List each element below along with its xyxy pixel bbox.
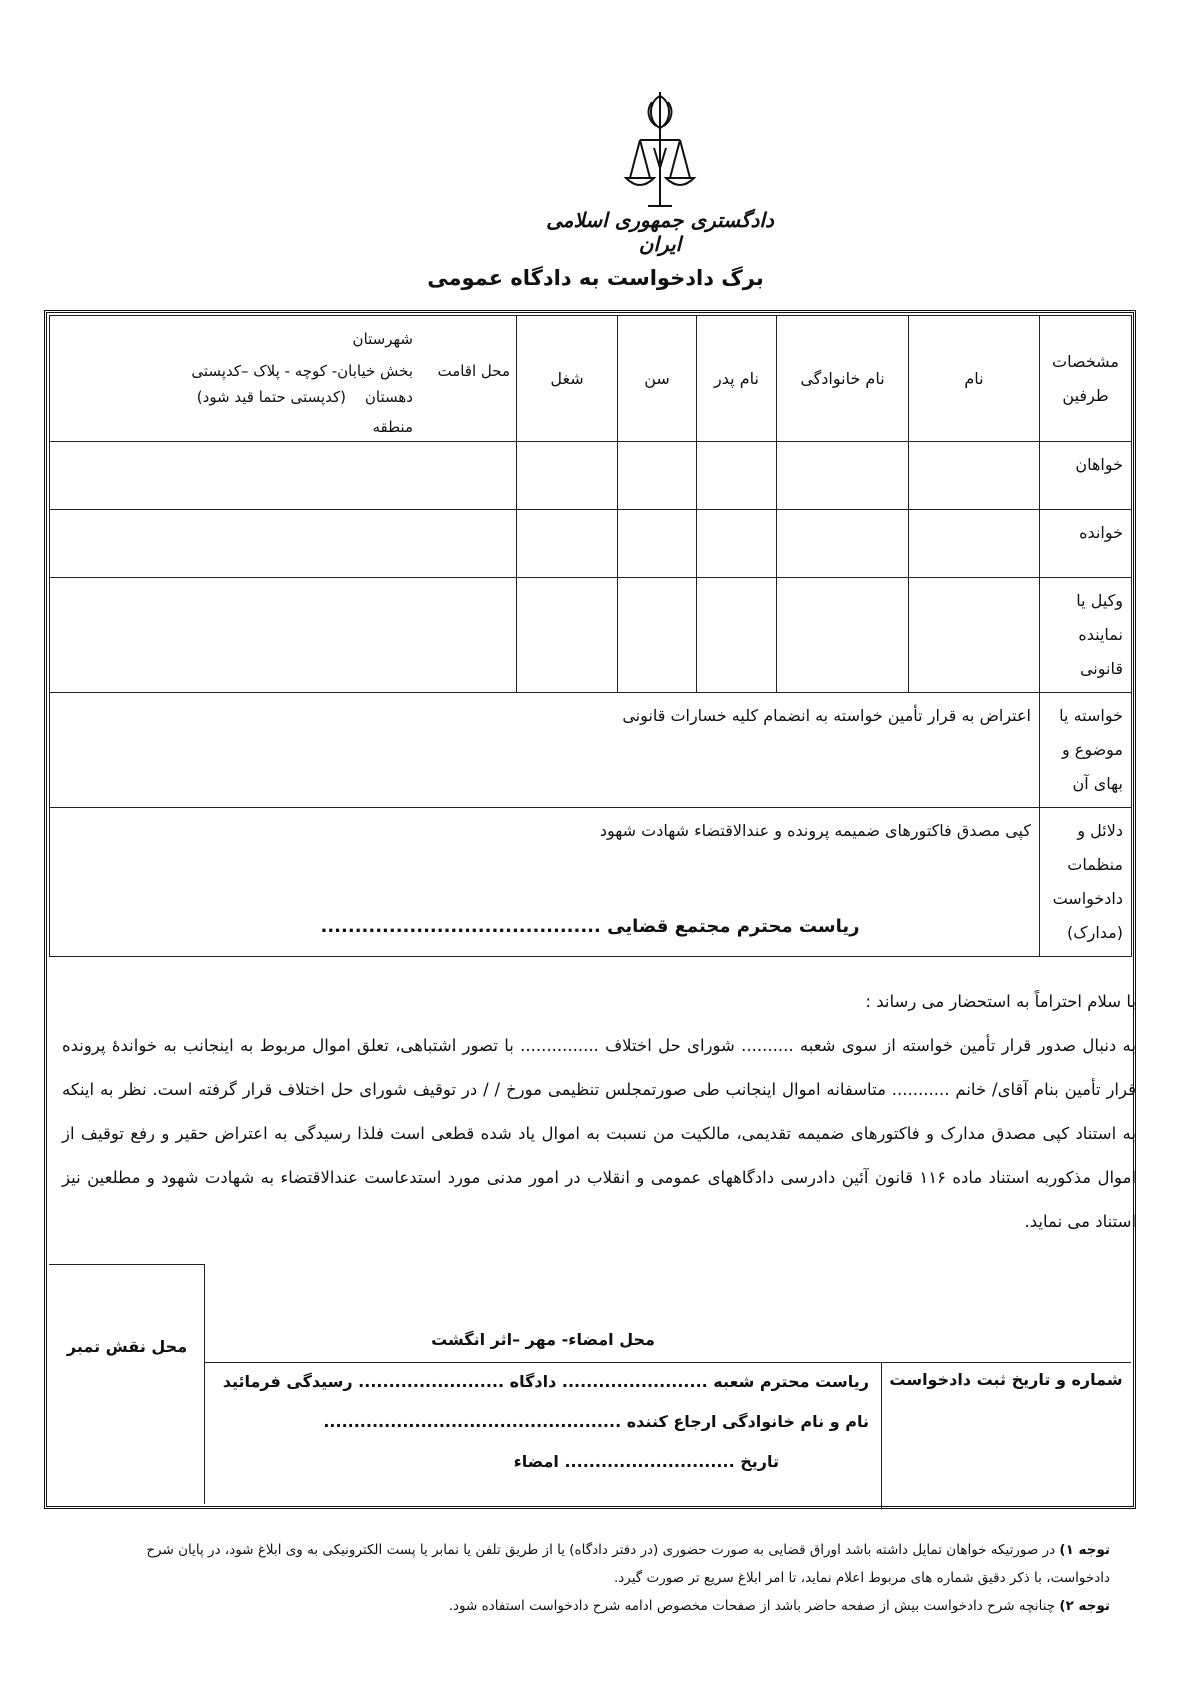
claim-value[interactable]: اعتراض به قرار تأمین خواسته به انضمام کلیه خسارات قانونی (50, 693, 1040, 808)
address-line-label: بخش خیابان- کوچه - پلاک –کدپستی (191, 362, 413, 380)
page-title: برگ دادخواست به دادگاه عمومی (427, 266, 764, 290)
residence-label: محل اقامت (437, 362, 510, 380)
stamp-box (49, 1264, 205, 1504)
claim-label: خواسته یا موضوع و بهای آن (1040, 693, 1132, 808)
defendant-father-cell[interactable] (697, 510, 777, 578)
referral-line-referrer: نام و نام خانوادگی ارجاع کننده ................................................. (323, 1412, 869, 1431)
address-village-label: دهستان (364, 388, 413, 406)
attorney-family-cell[interactable] (777, 578, 909, 693)
father-header: نام پدر (697, 316, 777, 442)
letter-body[interactable] (62, 980, 1136, 1244)
notes (80, 1536, 1110, 1620)
attorney-address-cell[interactable] (50, 578, 517, 693)
attorney-job-cell[interactable] (517, 578, 618, 693)
referral-block[interactable] (205, 1362, 869, 1482)
defendant-label: خوانده (1040, 510, 1132, 578)
logo-text: دادگستری جمهوری اسلامی ایران (546, 208, 774, 256)
body-paragraph: به دنبال صدور قرار تأمین خواسته از سوی شعبه .......... شورای حل اختلاف ............... با تصور اشتباهی، تعلق اموال مربوط به اینجانب به خواندهٔ پرونده قرار تأمین بنام آقای/ خانم ........... متاسفانه اموال اینجانب طی صورتمجلس تنظیمی مورخ / / در توقیف شورای حل اختلاف قرار گرفته است. نظر به اینکه به استناد کپی مصدق مدارک و فاکتورهای ضمیمه تقدیمی، مالکیت من نسبت به اموال یاد شده قطعی است فلذا رسیدگی به اعتراض حقیر و رفع توقیف از اموال مذکوربه استناد ماده ۱۱۶ قانون آئین دادرسی دادگاههای عمومی و انقلاب در امور مدنی مورد استدعاست عندالاقتضاء به شهادت شهود و مطلعین نیز استناد می نماید. (62, 1036, 1136, 1231)
judiciary-emblem-icon (610, 88, 710, 228)
defendant-age-cell[interactable] (618, 510, 697, 578)
note-2 (80, 1592, 1110, 1620)
job-header: شغل (517, 316, 618, 442)
parties-header: مشخصات طرفین (1040, 316, 1132, 442)
attorney-label: وکیل یا نماینده قانونی (1040, 578, 1132, 693)
note-2-label: توجه ۲) (1059, 1598, 1110, 1614)
address-header (50, 316, 517, 442)
referral-line-branch: ریاست محترم شعبه ........................ دادگاه ........................ رسیدگی فرمائید (222, 1372, 869, 1391)
plaintiff-name-cell[interactable] (909, 442, 1040, 510)
plaintiff-job-cell[interactable] (517, 442, 618, 510)
referral-line-date: تاریخ ............................ امضاء (513, 1452, 779, 1471)
defendant-family-cell[interactable] (777, 510, 909, 578)
stamp-label: محل نقش تمبر (66, 1337, 188, 1356)
note-1-text: در صورتیکه خواهان تمایل داشته باشد اوراق قضایی به صورت حضوری (در دفتر دادگاه) یا از طریق تلفن یا نمابر یا پست الکترونیکی به وی ابلاغ شود، در پایان شرح دادخواست، با ذکر دقیق شماره های مربوط اعلام نماید، تا امر ابلاغ سریع تر صورت گیرد. (146, 1542, 1110, 1586)
signature-label: محل امضاء- مهر –اثر انگشت (431, 1330, 655, 1349)
evidence-label: دلائل و منظمات دادخواست (مدارک) (1040, 808, 1132, 957)
attorney-name-cell[interactable] (909, 578, 1040, 693)
parties-table (49, 315, 1132, 957)
salutation: ریاست محترم مجتمع قضایی ......................................... (320, 916, 860, 937)
attorney-age-cell[interactable] (618, 578, 697, 693)
plaintiff-label: خواهان (1040, 442, 1132, 510)
plaintiff-address-cell[interactable] (50, 442, 517, 510)
plaintiff-father-cell[interactable] (697, 442, 777, 510)
plaintiff-family-cell[interactable] (777, 442, 909, 510)
note-1-label: توجه ۱) (1059, 1542, 1110, 1558)
note-2-text: چنانچه شرح دادخواست بیش از صفحه حاضر باشد از صفحات مخصوص ادامه شرح دادخواست استفاده شود. (448, 1598, 1056, 1614)
attorney-father-cell[interactable] (697, 578, 777, 693)
age-header: سن (618, 316, 697, 442)
address-city-label: شهرستان (352, 330, 413, 348)
evidence-value[interactable]: کپی مصدق فاکتورهای ضمیمه پرونده و عندالاقتضاء شهادت شهود (50, 808, 1040, 957)
family-header: نام خانوادگی (777, 316, 909, 442)
registration-label: شماره و تاریخ ثبت دادخواست (889, 1370, 1123, 1389)
defendant-job-cell[interactable] (517, 510, 618, 578)
plaintiff-age-cell[interactable] (618, 442, 697, 510)
defendant-name-cell[interactable] (909, 510, 1040, 578)
postal-code-note: (کدپستی حتما قید شود) (196, 388, 346, 406)
greeting-paragraph: با سلام احتراماً به استحضار می رساند : (865, 992, 1136, 1011)
defendant-address-cell[interactable] (50, 510, 517, 578)
address-region-label: منطقه (372, 418, 413, 436)
note-1 (80, 1536, 1110, 1592)
name-header: نام (909, 316, 1040, 442)
